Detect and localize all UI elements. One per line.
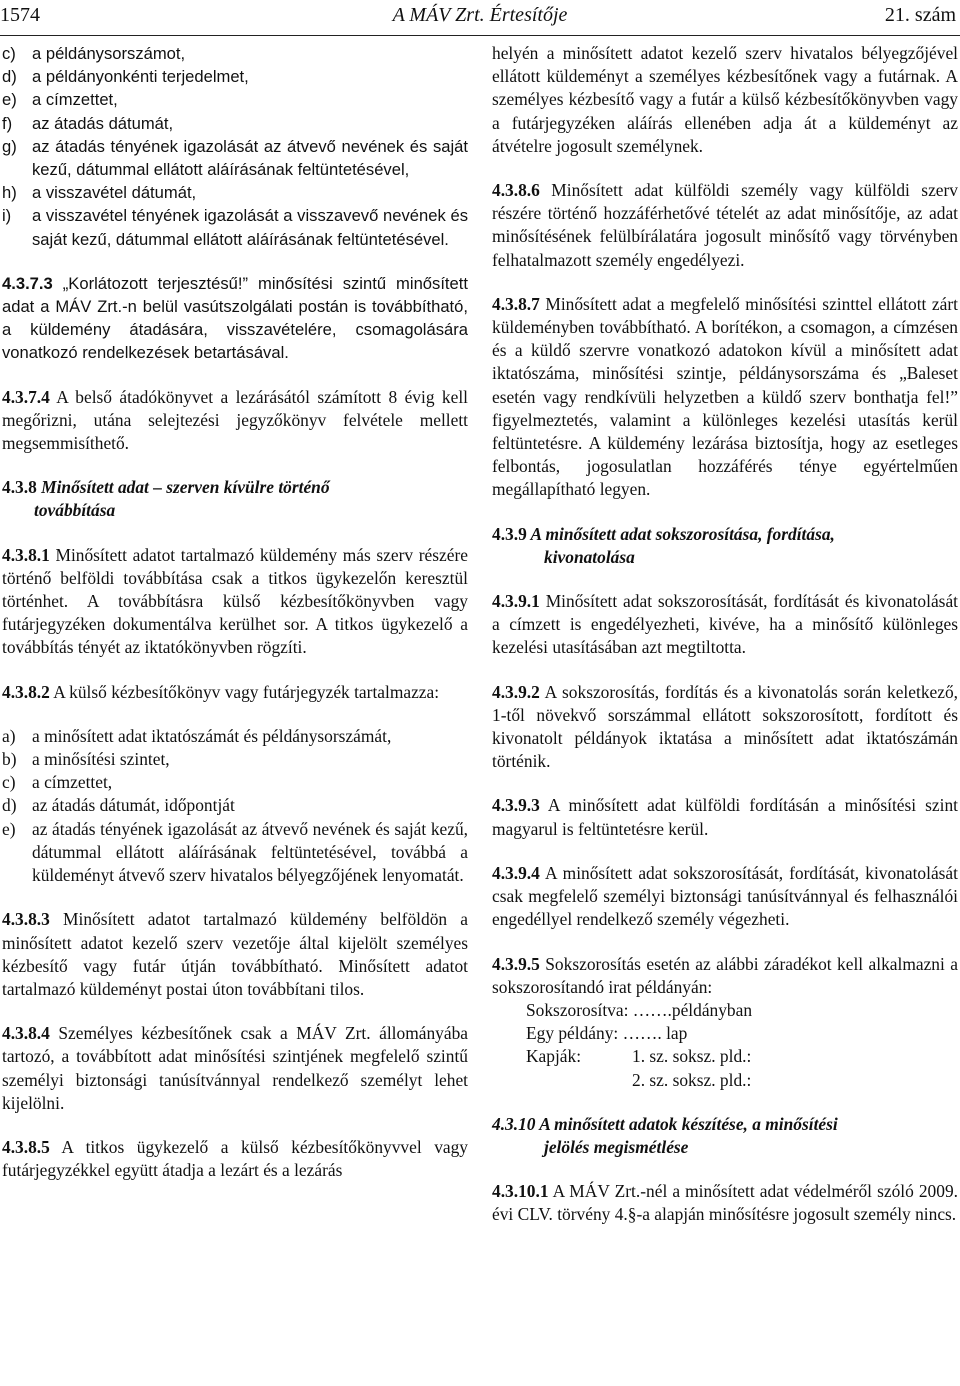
list-item-text: a visszavétel dátumát, bbox=[32, 183, 197, 203]
paragraph-text: A titkos ügykezelő a külső kézbesítőkönyvvel vagy futárjegyzékkel együtt átadja a lezárt és a lezárás bbox=[2, 1136, 468, 1181]
section-number: 4.3.9.4 bbox=[492, 862, 540, 883]
section-number: 4.3.8.1 bbox=[2, 544, 50, 565]
paragraph-4391 bbox=[492, 590, 958, 660]
heading-438 bbox=[2, 476, 468, 522]
clause-block bbox=[526, 999, 958, 1092]
page-number: 1574 bbox=[0, 4, 40, 26]
list-item-text: a címzettet, bbox=[32, 772, 113, 793]
list-item-text: az átadás tényének igazolását az átvevő nevének és saját kezű, dátummal ellátott aláírásának feltüntetésével, bbox=[32, 136, 468, 180]
paragraph-text: Sokszorosítás esetén az alábbi záradékot kell alkalmazni a sokszorosítandó irat példányán: bbox=[492, 953, 958, 997]
clause-recipient-1: 1. sz. soksz. pld.: bbox=[632, 1046, 752, 1067]
paragraph-continued: helyén a minősített adatot kezelő szerv hivatalos bélyegzőjével ellátott küldeményt a személyes kézbesítőnek vagy a futárnak. A személyes kézbesítő vagy a futár a külső kézbesítőkönyvben vagy a futárjegyzéken aláírás ellenében adja át a küldeményt az átvételre jogosult személynek. bbox=[492, 43, 958, 156]
paragraph-text: Minősített adat sokszorosítását, fordítását és kivonatolását a címzett is engedélyezheti, kivéve, ha a minősítő különleges kezelési utasításában azt megtiltotta. bbox=[492, 591, 958, 658]
list-item-label: c) bbox=[2, 772, 16, 793]
clause-recipients-label: Kapják: bbox=[526, 1046, 582, 1067]
heading-line-2: jelölés megismétlése bbox=[544, 1136, 689, 1157]
clause-recipient-2: 2. sz. soksz. pld.: bbox=[632, 1069, 752, 1090]
clause-line-pages: Egy példány: ……. lap bbox=[526, 1023, 688, 1044]
paragraph-4384 bbox=[2, 1022, 468, 1115]
list-item-text: a minősítési szintet, bbox=[32, 749, 170, 770]
clause-recipients-row bbox=[526, 1069, 958, 1092]
list-item-label: i) bbox=[2, 206, 12, 226]
paragraph-text: A külső kézbesítőkönyv vagy futárjegyzék tartalmazza: bbox=[53, 681, 440, 702]
list-item bbox=[2, 88, 468, 111]
list-item-label: f) bbox=[2, 113, 13, 133]
paragraph-text: Minősített adat a megfelelő minősítési szinttel ellátott zárt küldeményben továbbítható. A borítékon, a csomagon, a címzésen és a küldő szervre vonatkozó adatokon kívül a minősített adat iktatószáma, minősítési szintje, példánysorszáma és „Baleset esetén vagy rendkívüli helyzetben a küldő szerv bonthatja fel!” figyelmeztetés, valamint a különleges kezelési utasítás kerül feltüntetésre. A küldemény lezárása biztosítja, hogy az esetleges felbontás, jogosulatlan hozzáférés ténye egyértelműen megállapítható legyen. bbox=[492, 293, 958, 500]
list-item-label: c) bbox=[2, 44, 16, 63]
heading-439 bbox=[492, 523, 958, 569]
section-number: 4.3.9.2 bbox=[492, 681, 540, 702]
paragraph-4382 bbox=[2, 681, 468, 704]
list-item bbox=[2, 181, 468, 204]
list-item-text: a példánysorszámot, bbox=[32, 44, 186, 63]
paragraph-4395 bbox=[492, 953, 958, 999]
section-number: 4.3.9.5 bbox=[492, 953, 540, 974]
section-number: 4.3.7.3 bbox=[2, 273, 53, 293]
list-item bbox=[2, 112, 468, 135]
paragraph-4381 bbox=[2, 544, 468, 660]
list-item-label: a) bbox=[2, 725, 16, 746]
section-number: 4.3.8.6 bbox=[492, 180, 540, 201]
paragraph-text: A sokszorosítás, fordítás és a kivonatolás során keletkező, 1-től növekvő sorszámmal ellátott sokszorosított, fordított és kivonatolt példányok iktatása a minősített adat iktatószámán történik. bbox=[492, 681, 958, 772]
paragraph-text: A minősített adat sokszorosítását, fordítását, kivonatolását csak megfelelő személyi biztonsági tanúsítvánnyal és felhasználói engedéllyel rendelkező személy végezheti. bbox=[492, 862, 958, 930]
header-rule bbox=[0, 35, 960, 36]
list-item bbox=[2, 725, 468, 748]
right-column bbox=[492, 42, 958, 1227]
list-left-1 bbox=[2, 42, 468, 251]
paragraph-4373 bbox=[2, 272, 468, 365]
list-left-2 bbox=[2, 725, 468, 887]
list-item bbox=[2, 42, 468, 65]
left-column bbox=[2, 42, 468, 1182]
list-item-label: e) bbox=[2, 818, 16, 839]
heading-line-2: továbbítása bbox=[34, 500, 116, 521]
list-item-label: h) bbox=[2, 183, 17, 203]
paragraph-text: A belső átadókönyvet a lezárásától számított 8 évig kell megőrizni, utána selejtezési jegyzőkönyv felvétele mellett megsemmisíthető. bbox=[2, 386, 469, 454]
paragraph-4385 bbox=[2, 1136, 468, 1182]
list-item-label: b) bbox=[2, 749, 17, 770]
paragraph-4374 bbox=[2, 386, 468, 456]
section-number: 4.3.8.2 bbox=[2, 681, 50, 702]
section-number: 4.3.8.3 bbox=[2, 909, 50, 930]
paragraph-text: A MÁV Zrt.-nél a minősített adat védelméről szóló 2009. évi CLV. törvény 4.§-a alapján minősítésre jogosult személy nincs. bbox=[492, 1181, 958, 1225]
paragraph-4387 bbox=[492, 293, 958, 502]
list-item-label: d) bbox=[2, 795, 17, 816]
list-item bbox=[2, 818, 468, 888]
section-number: 4.3.8.7 bbox=[492, 293, 540, 314]
journal-title: A MÁV Zrt. Értesítője bbox=[392, 4, 568, 26]
paragraph-4392 bbox=[492, 681, 958, 774]
paragraph-4386 bbox=[492, 179, 958, 272]
section-number: 4.3.9.3 bbox=[492, 795, 540, 816]
section-number: 4.3.7.4 bbox=[2, 386, 50, 407]
heading-line-1: Minősített adat – szerven kívülre történő bbox=[41, 477, 330, 498]
list-item-label: d) bbox=[2, 67, 17, 87]
list-item-text: az átadás dátumát, időpontját bbox=[32, 795, 235, 816]
heading-line-1: A minősített adatok készítése, a minősítési bbox=[539, 1113, 838, 1134]
heading-line-1: A minősített adat sokszorosítása, fordítása, bbox=[530, 523, 835, 544]
list-item-text: a címzettet, bbox=[32, 90, 118, 110]
issue-number: 21. szám bbox=[884, 4, 956, 26]
paragraph-text: Személyes kézbesítőnek csak a MÁV Zrt. állományába tartozó, a továbbított adat minősítési szintjének megfelelő szintű személyi biztonsági tanúsítvánnyal rendelkező személyt lehet kijelölni. bbox=[2, 1023, 468, 1113]
list-item-text: a minősített adat iktatószámát és példánysorszámát, bbox=[32, 725, 392, 746]
section-number: 4.3.9 bbox=[492, 523, 527, 544]
paragraph-4383 bbox=[2, 908, 468, 1001]
section-number: 4.3.8.4 bbox=[2, 1023, 50, 1044]
section-number: 4.3.10 bbox=[492, 1113, 536, 1134]
list-item-text: az átadás tényének igazolását az átvevő nevének és saját kezű, dátummal ellátott aláírásának feltüntetésével, továbbá a küldeményt átvevő szerv hivatalos bélyegzőjének lenyomatát. bbox=[32, 818, 468, 886]
heading-4310 bbox=[492, 1113, 958, 1159]
paragraph-text: Minősített adat külföldi személy vagy külföldi szerv részére történő hozzáférhetővé tételét az adat minősítője, az adat minősítésének felülbírálatára jogosult minősítő vagy törvényben felhatalmazott személy engedélyezi. bbox=[492, 180, 958, 270]
list-item bbox=[2, 771, 468, 794]
clause-line-copies: Sokszorosítva: …….példányban bbox=[526, 999, 753, 1020]
list-item-text: a példányonkénti terjedelmet, bbox=[32, 67, 249, 87]
paragraph-43101 bbox=[492, 1180, 958, 1226]
paragraph-text: minősítési szintű minősített adat a MÁV Zrt.-n belül vasútszolgálati postán is továbbítható, a küldemény átadására, visszavételére, csomagolására vonatkozó rendelkezések betartásával. bbox=[2, 273, 468, 363]
paragraph-text: A minősített adat külföldi fordításán a minősítési szint magyarul is feltüntetésre kerül. bbox=[492, 795, 959, 839]
heading-line-2: kivonatolása bbox=[544, 546, 635, 567]
section-number: 4.3.9.1 bbox=[492, 591, 540, 612]
list-item-label: g) bbox=[2, 136, 17, 156]
list-item bbox=[2, 135, 468, 181]
list-item bbox=[2, 65, 468, 88]
paragraph-4394 bbox=[492, 862, 958, 932]
list-item-text: a visszavétel tényének igazolását a visszavevő nevének és saját kezű, dátummal ellátott aláírásának feltüntetésével. bbox=[32, 206, 468, 249]
list-item-text: az átadás dátumát, bbox=[32, 113, 174, 133]
paragraph-4393 bbox=[492, 794, 958, 840]
list-item bbox=[2, 794, 468, 817]
page-header bbox=[0, 0, 960, 38]
list-item-label: e) bbox=[2, 90, 17, 110]
list-item bbox=[2, 748, 468, 771]
section-number: 4.3.10.1 bbox=[492, 1181, 549, 1202]
paragraph-text: Minősített adatot tartalmazó küldemény belföldön a minősített adatot kezelő szerv vezetője által kijelölt személyes kézbesítő vagy futár útján továbbítható. Minősített adatot tartalmazó küldeményt postai úton továbbítani tilos. bbox=[2, 909, 468, 999]
paragraph-text: Minősített adatot tartalmazó küldemény más szerv részére történő belföldi továbbítása csak a titkos ügykezelőn keresztül történhet. A továbbításra külső kézbesítőkönyvben vagy futárjegyzéken dokumentálva kerülhet sor. A titkos ügykezelő a továbbítás tényét az iktatókönyvben rögzíti. bbox=[2, 544, 468, 658]
section-number: 4.3.8 bbox=[2, 477, 37, 498]
quoted-title: „Korlátozott terjesztésű!” bbox=[62, 273, 248, 293]
clause-recipients-row bbox=[526, 1045, 958, 1068]
list-item bbox=[2, 204, 468, 250]
section-number: 4.3.8.5 bbox=[2, 1136, 50, 1157]
